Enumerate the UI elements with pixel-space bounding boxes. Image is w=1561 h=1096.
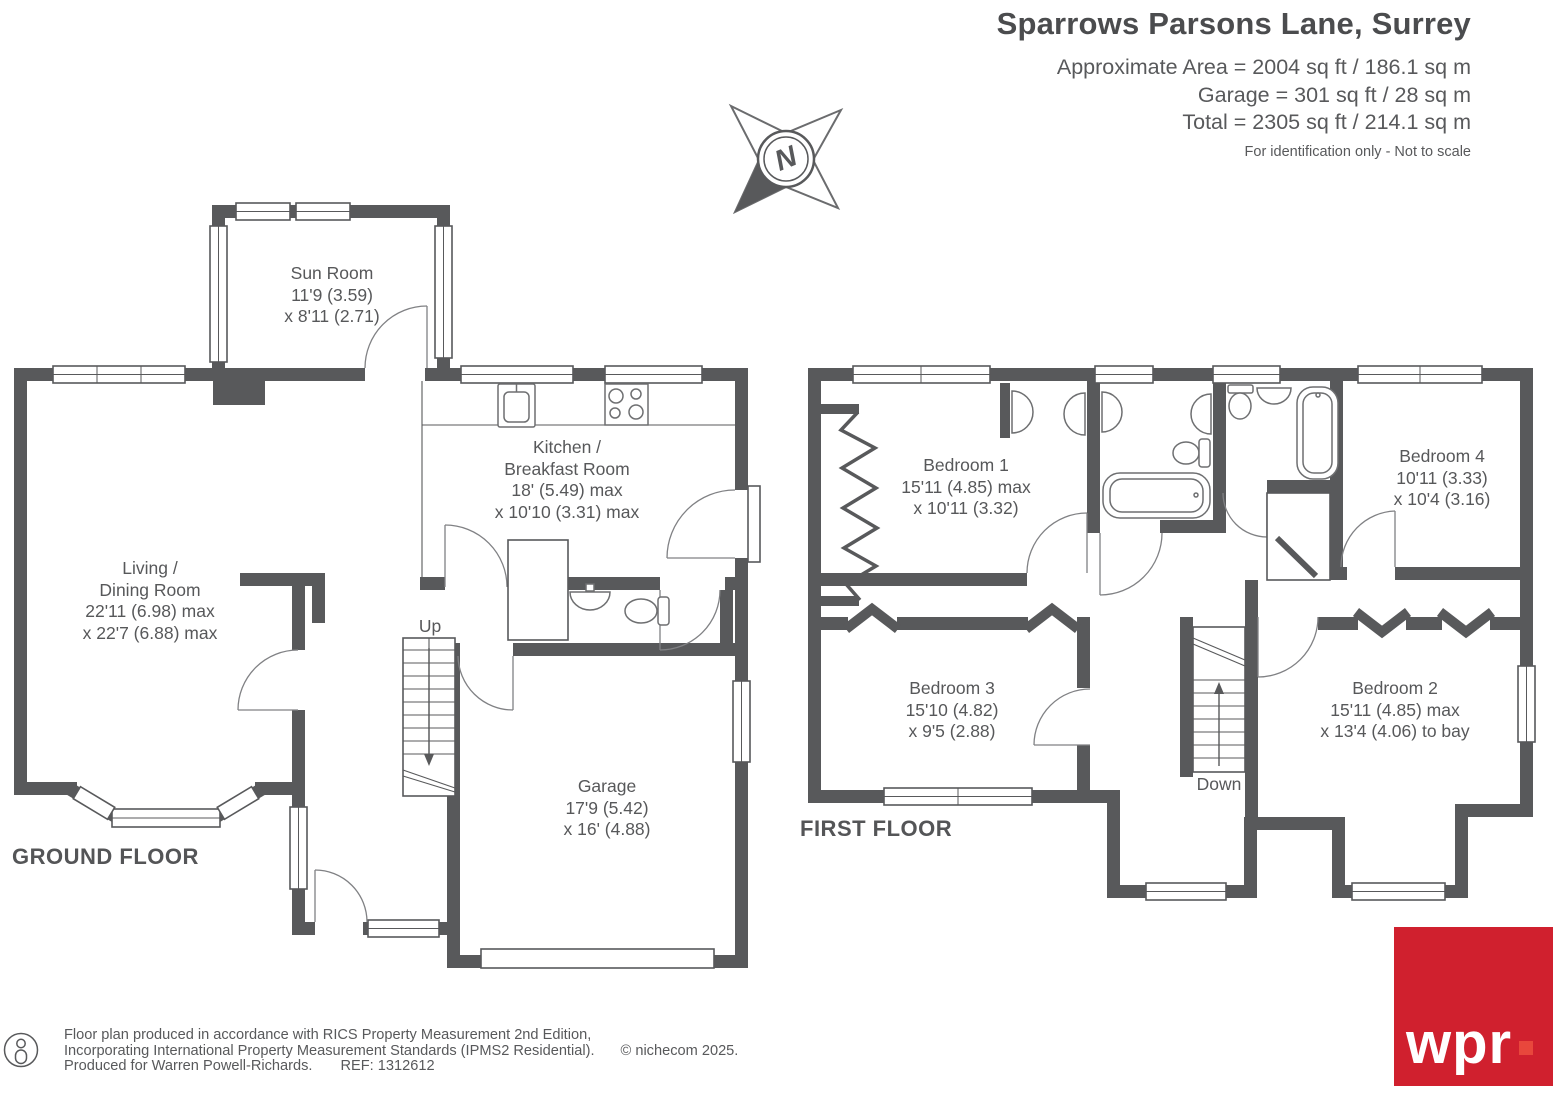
window — [210, 226, 227, 362]
window — [296, 203, 350, 220]
window — [1352, 883, 1445, 900]
door-bedroom2 — [1258, 617, 1318, 677]
room-label-living-dining — [83, 558, 218, 644]
page-title: Sparrows Parsons Lane, Surrey — [996, 6, 1471, 41]
window — [605, 366, 702, 383]
room-dim: 17'9 (5.42) — [565, 797, 649, 818]
room-dim: x 22'7 (6.88) max — [82, 622, 218, 643]
bathroom-toilet-icon — [1173, 439, 1210, 467]
footer-ipms-text: Incorporating International Property Measurement Standards (IPMS2 Residential). — [64, 1042, 595, 1059]
room-name: Living / — [122, 558, 178, 578]
window — [53, 366, 185, 383]
room-dim: 15'11 (4.85) max — [901, 476, 1031, 497]
window — [853, 366, 990, 383]
room-label-bedroom1 — [901, 455, 1030, 520]
door-back — [667, 490, 735, 558]
footer-produced-for: Produced for Warren Powell-Richards. — [64, 1058, 313, 1075]
window — [1518, 666, 1535, 742]
bedroom1-basin-icon — [1012, 391, 1085, 435]
room-dim: x 16' (4.88) — [563, 819, 651, 839]
window — [1146, 883, 1226, 900]
header — [997, 6, 1471, 160]
window — [461, 366, 573, 383]
approximate-area: Approximate Area = 2004 sq ft / 186.1 sq m — [1056, 55, 1471, 79]
footer — [4, 1028, 738, 1075]
room-dim: x 10'10 (3.31) max — [494, 501, 640, 522]
door-bedroom4 — [1341, 511, 1395, 567]
room-dim: 15'11 (4.85) max — [1330, 699, 1460, 720]
room-dim: 15'10 (4.82) — [905, 699, 999, 720]
ground-floor-label: GROUND FLOOR — [12, 844, 199, 869]
room-dim: x 8'11 (2.71) — [284, 306, 380, 326]
window — [733, 681, 750, 762]
window — [1358, 366, 1482, 383]
room-label-bedroom3 — [906, 678, 999, 743]
window — [435, 226, 452, 358]
footer-line3 — [64, 1059, 738, 1075]
room-name: Bedroom 1 — [923, 455, 1009, 475]
window — [290, 807, 307, 889]
room-name: Bedroom 4 — [1399, 446, 1485, 466]
room-name: Kitchen / — [532, 437, 602, 457]
total-area: Total = 2305 sq ft / 214.1 sq m — [1182, 110, 1471, 134]
bay-window-angled — [217, 787, 258, 820]
wpr-logo-text: wpr — [1406, 1011, 1513, 1076]
first-floor-label: FIRST FLOOR — [800, 816, 953, 841]
bay-window-angled — [73, 787, 114, 820]
kitchen-sink-icon — [498, 384, 535, 427]
back-step — [748, 486, 760, 562]
room-dim: x 10'11 (3.32) — [913, 498, 1019, 518]
wc-toilet-icon — [625, 597, 669, 625]
room-label-kitchen — [495, 437, 639, 523]
bay-window — [112, 809, 220, 827]
window — [236, 203, 290, 220]
room-label-garage — [564, 776, 651, 841]
room-name: Breakfast Room — [504, 458, 630, 479]
door-living — [238, 650, 298, 710]
window — [1095, 366, 1153, 383]
door-wc — [458, 656, 513, 710]
door-bedroom3 — [1034, 689, 1090, 745]
staircase-down — [1193, 627, 1245, 772]
airing-cupboard — [1267, 493, 1330, 580]
room-dim: 10'11 (3.33) — [1396, 467, 1488, 488]
window — [884, 788, 1032, 805]
room-dim: x 10'4 (3.16) — [1393, 489, 1491, 509]
wpr-logo — [1394, 927, 1553, 1086]
sunroom-door-gap — [365, 368, 425, 381]
footer-rics-text: Floor plan produced in accordance with RICS Property Measurement 2nd Edition, — [64, 1027, 592, 1043]
window — [1213, 366, 1280, 383]
room-label-bedroom4 — [1394, 446, 1491, 511]
footer-line1 — [64, 1028, 738, 1044]
door-bathroom — [1100, 533, 1162, 595]
room-name: Dining Room — [99, 579, 201, 600]
room-dim: x 13'4 (4.06) to bay — [1320, 721, 1470, 741]
compass-north-label: N — [770, 139, 802, 178]
hob-icon — [605, 384, 648, 425]
room-label-bedroom2 — [1320, 678, 1469, 743]
bathroom-bath-icon — [1103, 473, 1210, 518]
door-ensuite — [1223, 493, 1267, 537]
bathroom-basin-icon — [1102, 392, 1211, 434]
room-name: Garage — [577, 776, 637, 796]
room-label-sun-room — [284, 263, 379, 328]
door-bedroom1 — [1027, 513, 1087, 573]
door-kitchen — [445, 525, 507, 587]
room-dim: 11'9 (3.59) — [291, 284, 373, 305]
garage-door — [481, 949, 714, 968]
ensuite-toilet-icon — [1228, 385, 1253, 419]
stairs-up-label: Up — [418, 616, 442, 636]
footer-reference: REF: 1312612 — [340, 1058, 435, 1075]
cupboard — [508, 540, 568, 640]
identification-note: For identification only - Not to scale — [1244, 143, 1471, 160]
garage-area: Garage = 301 sq ft / 28 sq m — [1197, 82, 1471, 107]
ensuite-bath-icon — [1297, 387, 1338, 479]
stairs-down-label: Down — [1196, 774, 1242, 794]
window — [368, 920, 439, 937]
footer-copyright: © nichecom 2025. — [620, 1042, 739, 1059]
footer-line2 — [64, 1044, 738, 1060]
wpr-logo-dot — [1519, 1041, 1533, 1055]
room-name: Sun Room — [290, 263, 374, 283]
room-dim: 22'11 (6.98) max — [85, 601, 215, 621]
room-name: Bedroom 3 — [909, 678, 995, 698]
wardrobe-zigzag — [841, 412, 877, 600]
room-name: Bedroom 2 — [1352, 678, 1438, 698]
ensuite-basin-icon — [1257, 388, 1291, 404]
room-dim: 18' (5.49) max — [511, 480, 623, 500]
staircase-up — [403, 638, 455, 796]
door-front — [315, 870, 367, 922]
room-dim: x 9'5 (2.88) — [908, 721, 996, 741]
